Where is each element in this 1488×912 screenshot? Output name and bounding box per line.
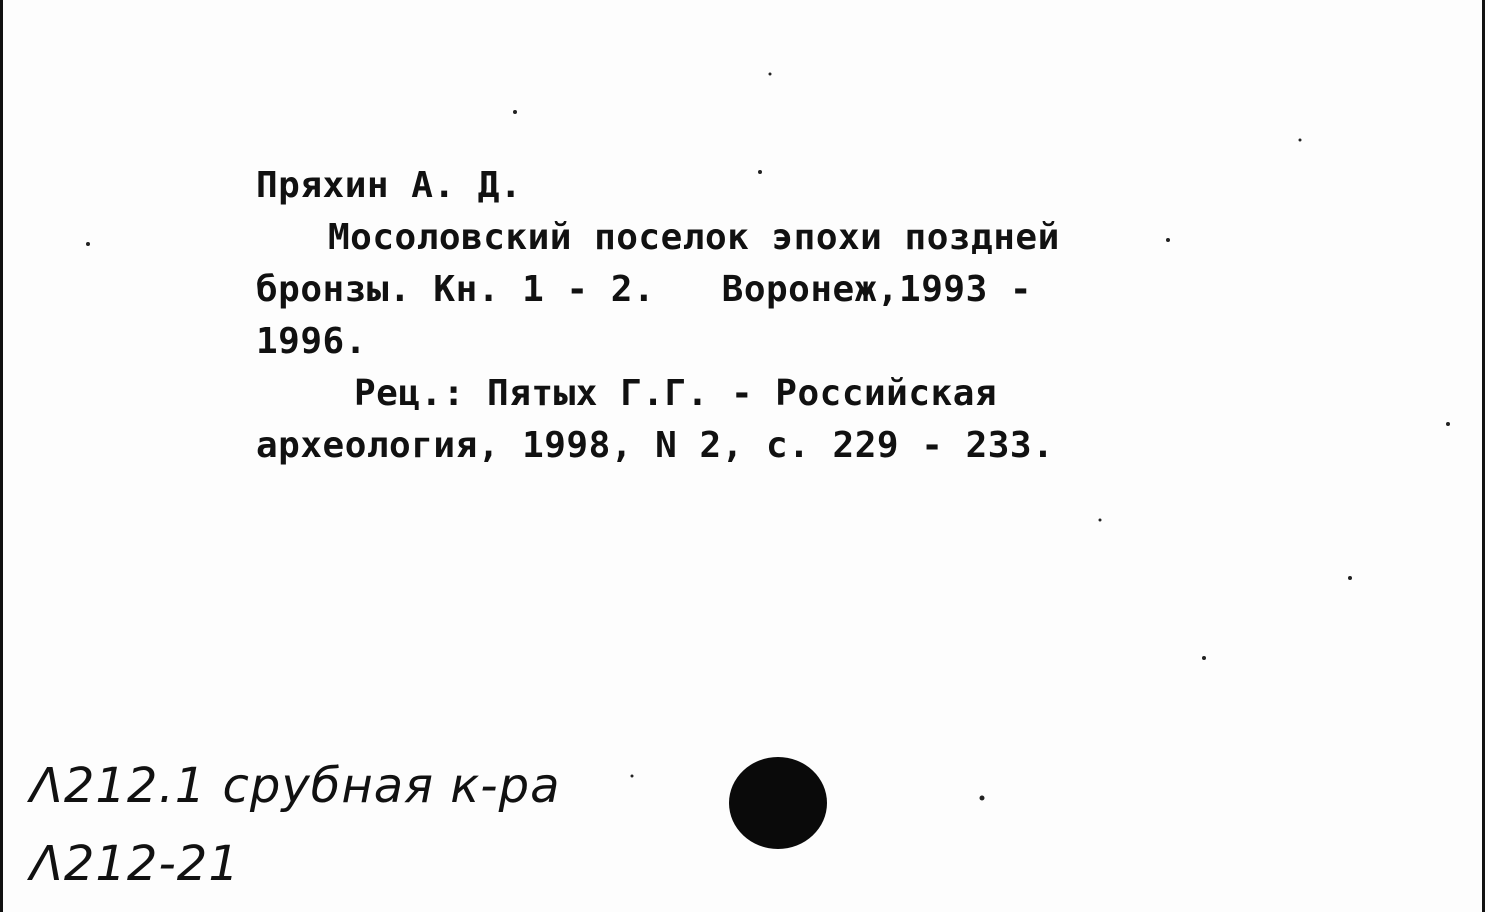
- card-right-edge: [1482, 0, 1485, 912]
- card-left-edge: [0, 0, 3, 912]
- title-line-2: бронзы. Кн. 1 - 2. Воронеж,1993 -: [256, 269, 1033, 310]
- title-line-1: Мосоловский поселок эпохи поздней: [328, 217, 1060, 258]
- handwritten-shelf-mark-1: Λ212.1 срубная к-ра: [30, 758, 561, 814]
- review-line-2: археология, 1998, N 2, с. 229 - 233.: [256, 425, 1055, 466]
- handwritten-shelf-mark-2: Λ212-21: [30, 836, 240, 892]
- title-line-3: 1996.: [256, 321, 367, 362]
- author-line: Пряхин А. Д.: [256, 165, 523, 206]
- typed-entry: [256, 160, 1176, 472]
- punch-hole: [729, 757, 827, 849]
- review-line-1: Рец.: Пятых Г.Г. - Российская: [354, 373, 998, 414]
